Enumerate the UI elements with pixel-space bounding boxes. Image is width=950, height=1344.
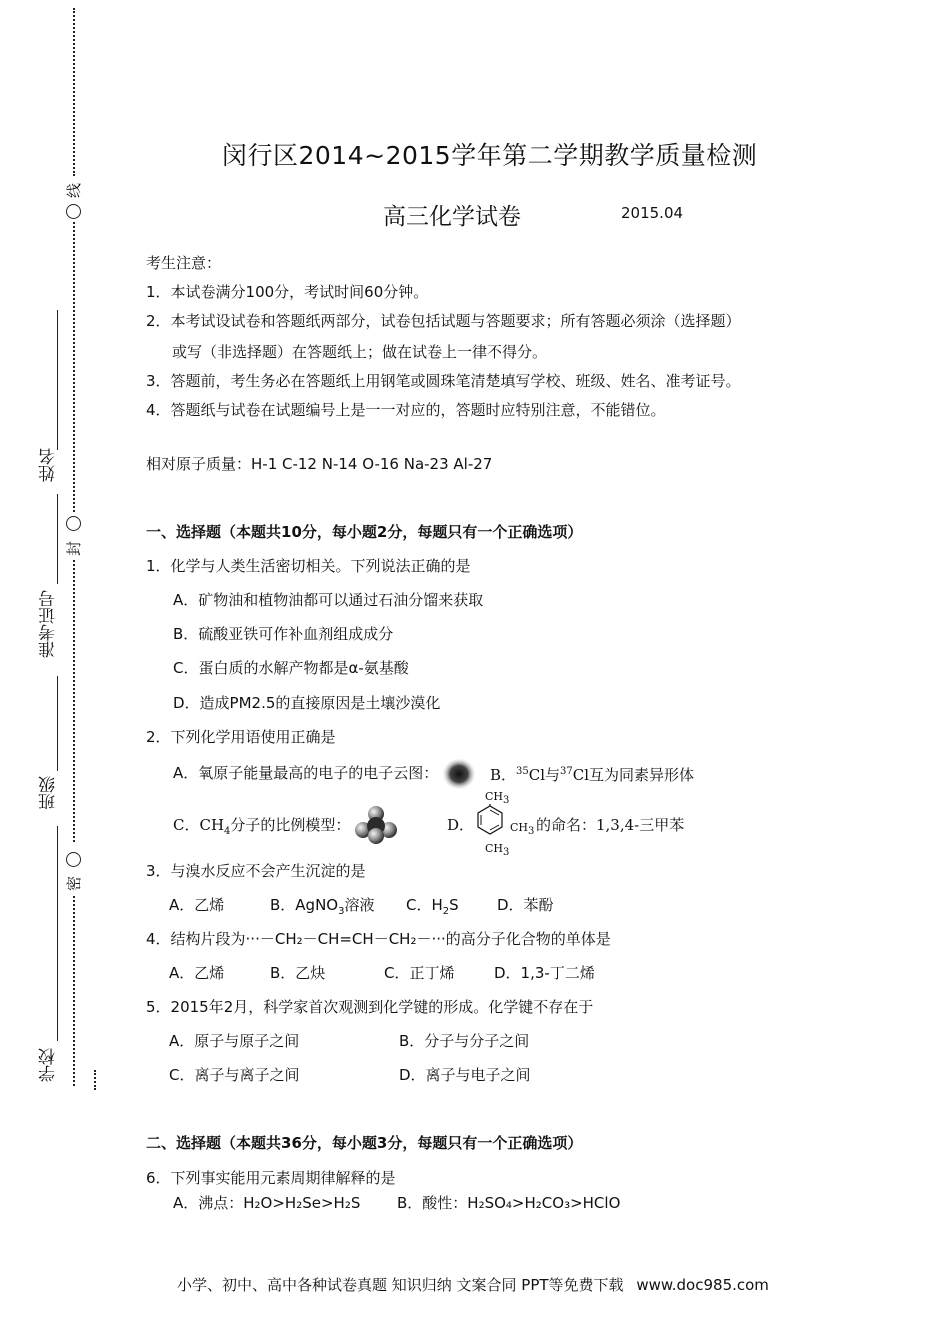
section1-heading: 一、选择题（本题共10分，每小题2分，每题只有一个正确选项） bbox=[146, 523, 583, 541]
footer-url[interactable]: www.doc985.com bbox=[636, 1276, 769, 1294]
q2-b-prefix: B． bbox=[490, 766, 517, 784]
exam-no-underline bbox=[57, 494, 58, 584]
q2-option-c bbox=[173, 818, 350, 837]
q2-option-a: A．氧原子能量最高的电子的电子云图： bbox=[173, 764, 439, 782]
seal-mark-line: 线 bbox=[65, 182, 84, 199]
label-class: 班级 bbox=[39, 776, 59, 810]
q5-option-b: B．分子与分子之间 bbox=[399, 1032, 530, 1050]
footer-text: 小学、初中、高中各种试卷真题 知识归纳 文案合同 PPT等免费下载 bbox=[177, 1276, 624, 1294]
methyl-right: $CH_3$ bbox=[510, 821, 535, 838]
notice-item-1: 1．本试卷满分100分，考试时间60分钟。 bbox=[146, 283, 429, 301]
footer bbox=[177, 1274, 769, 1295]
q1-option-d: D．造成PM2.5的直接原因是土壤沙漠化 bbox=[173, 694, 441, 712]
q1-option-a: A．矿物油和植物油都可以通过石油分馏来获取 bbox=[173, 591, 484, 609]
benzene-ring-image bbox=[476, 804, 504, 836]
notice-item-3: 3．答题前，考生务必在答题纸上用钢笔或圆珠笔清楚填写学校、班级、姓名、准考证号。 bbox=[146, 372, 741, 390]
q6-option-a: A．沸点：H₂O>H₂Se>H₂S bbox=[173, 1194, 361, 1212]
q2-option-d-suffix: 的命名：1,3,4-三甲苯 bbox=[536, 816, 685, 834]
q6-option-b: B．酸性：H₂SO₄>H₂CO₃>HClO bbox=[397, 1194, 621, 1212]
q6-stem: 6．下列事实能用元素周期律解释的是 bbox=[146, 1169, 396, 1187]
q5-option-a: A．原子与原子之间 bbox=[169, 1032, 300, 1050]
dotted-line-upper bbox=[73, 222, 75, 512]
class-underline bbox=[57, 676, 58, 771]
methyl-top: $CH_3$ bbox=[485, 790, 510, 807]
q2-c-sub: 4 bbox=[224, 826, 231, 837]
q5-option-d: D．离子与电子之间 bbox=[399, 1066, 531, 1084]
label-name: 姓名 bbox=[39, 448, 59, 482]
notice-item-4: 4．答题纸与试卷在试题编号上是一一对应的，答题时应特别注意，不能错位。 bbox=[146, 401, 666, 419]
q1-option-c: C．蛋白质的水解产物都是α-氨基酸 bbox=[173, 659, 409, 677]
q2-b-cl35: Cl与 bbox=[528, 766, 561, 784]
methyl-bottom: $CH_3$ bbox=[485, 842, 510, 859]
q3-option-c: C．$H_2S$ bbox=[406, 896, 459, 917]
q3-option-a: A．乙烯 bbox=[169, 896, 225, 914]
dotted-line-top bbox=[73, 8, 75, 176]
q3-option-d: D．苯酚 bbox=[497, 896, 554, 914]
seal-mark-secret: 密 bbox=[65, 875, 84, 892]
q2-b-mass-37: 37 bbox=[560, 766, 573, 777]
name-underline bbox=[57, 310, 58, 450]
exam-title: 闵行区2014~2015学年第二学期教学质量检测 bbox=[222, 141, 758, 170]
q3-stem: 3．与溴水反应不会产生沉淀的是 bbox=[146, 862, 366, 880]
q4-stem: 4．结构片段为···－CH₂－CH=CH－CH₂－···的高分子化合物的单体是 bbox=[146, 930, 611, 948]
dotted-line-tail bbox=[94, 1070, 96, 1090]
q2-option-d-prefix: D． bbox=[447, 816, 475, 834]
seal-circle-bottom bbox=[66, 852, 81, 867]
q2-c-suffix: 分子的比例模型： bbox=[230, 816, 351, 834]
seal-mark-seal: 封 bbox=[65, 540, 84, 557]
q2-c-prefix: C．CH bbox=[173, 816, 225, 834]
q2-option-b bbox=[490, 767, 694, 783]
q2-b-mass-35: 35 bbox=[516, 766, 529, 777]
q1-option-b: B．硫酸亚铁可作补血剂组成成分 bbox=[173, 625, 394, 643]
q4-option-c: C．正丁烯 bbox=[384, 964, 455, 982]
q2-b-cl37: Cl互为同素异形体 bbox=[572, 766, 695, 784]
q5-stem: 5．2015年2月，科学家首次观测到化学键的形成。化学键不存在于 bbox=[146, 998, 594, 1016]
methane-model-image bbox=[354, 805, 398, 845]
q4-option-b: B．乙炔 bbox=[270, 964, 326, 982]
q4-option-a: A．乙烯 bbox=[169, 964, 225, 982]
notice-heading: 考生注意： bbox=[146, 254, 222, 272]
trimethylbenzene-structure bbox=[466, 790, 536, 860]
school-underline bbox=[57, 826, 58, 1041]
label-school: 学校 bbox=[39, 1048, 59, 1082]
q1-stem: 1．化学与人类生活密切相关。下列说法正确的是 bbox=[146, 557, 471, 575]
dotted-line-middle bbox=[73, 560, 75, 842]
exam-date: 2015.04 bbox=[621, 204, 684, 222]
dotted-line-lower bbox=[73, 896, 75, 1086]
label-exam-no: 准考证号 bbox=[39, 590, 59, 658]
seal-circle-top bbox=[66, 204, 81, 219]
notice-item-2-cont: 或写（非选择题）在答题纸上；做在试卷上一律不得分。 bbox=[172, 343, 548, 361]
q5-option-c: C．离子与离子之间 bbox=[169, 1066, 300, 1084]
exam-subtitle: 高三化学试卷 bbox=[383, 204, 521, 230]
electron-cloud-image bbox=[442, 758, 476, 790]
q2-stem: 2．下列化学用语使用正确是 bbox=[146, 728, 336, 746]
section2-heading: 二、选择题（本题共36分，每小题3分，每题只有一个正确选项） bbox=[146, 1134, 583, 1152]
atomic-mass-line: 相对原子质量：H-1 C-12 N-14 O-16 Na-23 Al-27 bbox=[146, 455, 493, 473]
notice-item-2: 2．本考试设试卷和答题纸两部分，试卷包括试题与答题要求；所有答题必须涂（选择题） bbox=[146, 312, 741, 330]
seal-circle-middle bbox=[66, 516, 81, 531]
q3-option-b: B．AgNO$_3$溶液 bbox=[270, 896, 375, 917]
q4-option-d: D．1,3-丁二烯 bbox=[494, 964, 595, 982]
